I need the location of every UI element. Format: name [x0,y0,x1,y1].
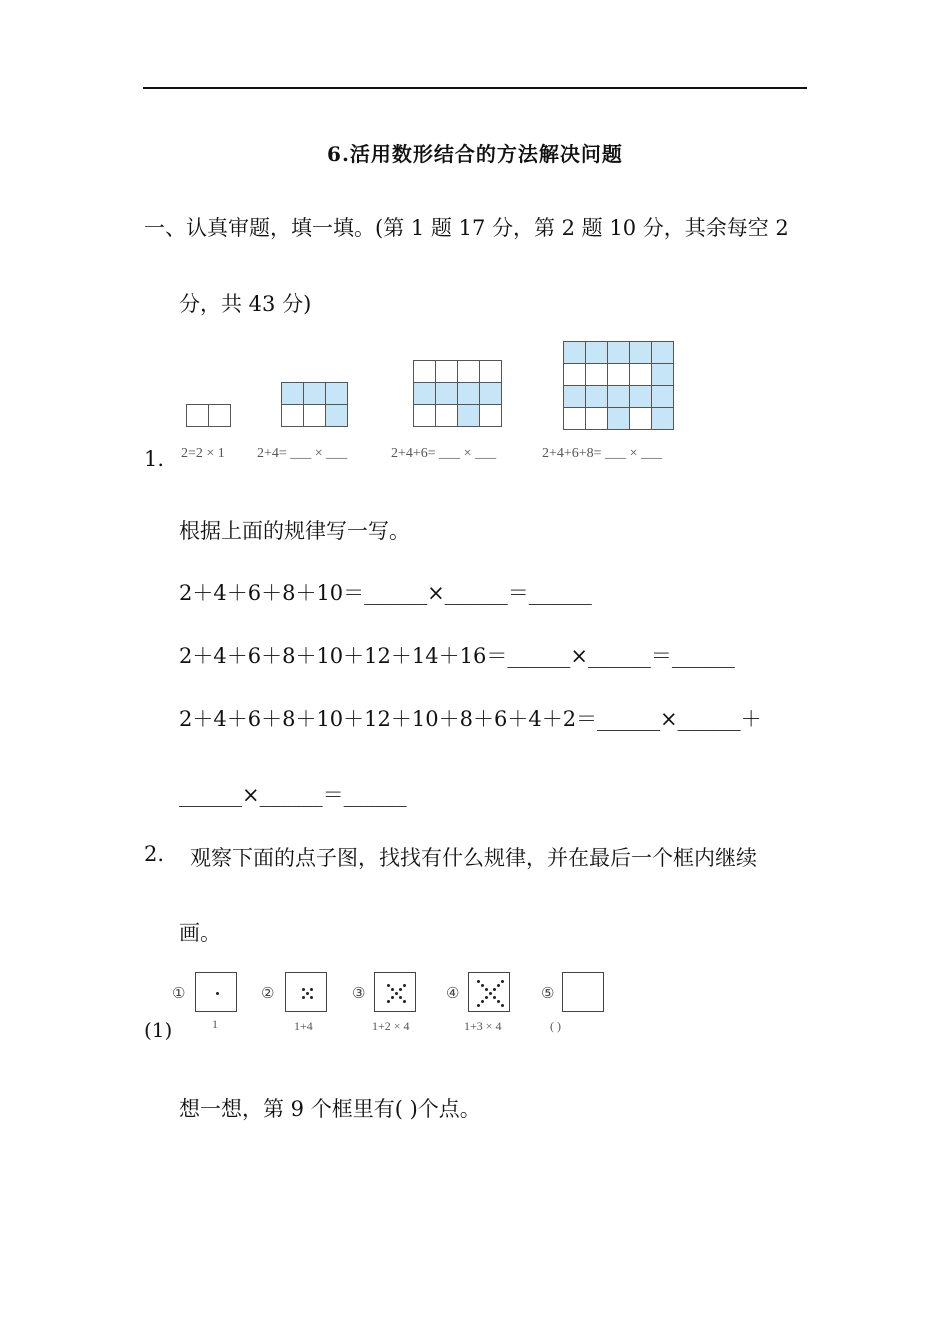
grid-cell [436,405,458,427]
grid-cell [586,342,608,364]
dot [310,996,313,999]
q2-number: 2. [144,842,165,866]
dot [493,996,496,999]
grid-cell [586,386,608,408]
grid-cell [608,408,630,430]
grid-cell [564,386,586,408]
dot [391,996,394,999]
q2-text-line1: 观察下面的点子图，找找有什么规律，并在最后一个框内继续 [190,846,757,870]
dot [310,988,313,991]
grid-cell [326,383,348,405]
dot [485,996,488,999]
dot [403,984,406,987]
grid-cell [586,364,608,386]
figure-label-3: 2+4+6= ___ × ___ [391,446,497,461]
grid-figure-1 [186,404,231,427]
caption-5: ( ) [550,1019,561,1033]
grid-cell [209,405,231,427]
dot [302,996,305,999]
equation-3-line1: 2＋4＋6＋8＋10＋12＋10＋8＋6＋4＋2＝______×______＋ [179,707,762,731]
circled-number-2: ② [261,984,275,1002]
grid-cell [630,386,652,408]
caption-1: 1 [212,1017,218,1031]
grid-cell [586,408,608,430]
grid-cell [282,383,304,405]
dot [485,988,488,991]
caption-2: 1+4 [294,1019,313,1033]
grid-cell [436,383,458,405]
figure-label-1: 2=2 × 1 [181,446,225,461]
dot [395,992,398,995]
grid-cell [304,405,326,427]
grid-cell [436,361,458,383]
dot [302,988,305,991]
grid-cell [652,364,674,386]
dot [493,988,496,991]
dot-box-1 [195,972,237,1012]
dot [497,1000,500,1003]
grid-cell [652,408,674,430]
grid-figure-2 [281,382,348,427]
grid-cell [652,386,674,408]
grid-cell [326,405,348,427]
dot [387,984,390,987]
dot [403,1000,406,1003]
caption-3: 1+2 × 4 [372,1019,410,1033]
dot [477,1004,480,1007]
grid-cell [458,405,480,427]
dot [387,1000,390,1003]
circled-number-1: ① [172,984,186,1002]
dot-box-4 [468,972,510,1012]
grid-cell [458,383,480,405]
grid-cell [564,408,586,430]
grid-cell [652,342,674,364]
equation-2: 2＋4＋6＋8＋10＋12＋14＋16＝______×______＝______ [179,644,735,668]
grid-cell [608,386,630,408]
equation-1: 2＋4＋6＋8＋10＝______×______＝______ [179,581,592,605]
dot [481,1000,484,1003]
dot [477,980,480,983]
grid-cell [414,383,436,405]
q2-question: 想一想，第 9 个框里有( )个点。 [179,1097,481,1121]
grid-cell [414,405,436,427]
caption-4: 1+3 × 4 [464,1019,502,1033]
grid-cell [608,342,630,364]
q2-text-line2: 画。 [179,921,221,945]
grid-cell [458,361,480,383]
grid-figure-3 [413,360,502,427]
grid-cell [480,405,502,427]
section-heading-line2: 分，共 43 分) [179,292,312,316]
grid-cell [187,405,209,427]
grid-cell [480,361,502,383]
dot [306,992,309,995]
circled-number-5: ⑤ [541,984,555,1002]
q1-instruction: 根据上面的规律写一写。 [179,519,410,543]
grid-cell [564,364,586,386]
q2-sub-number: (1) [144,1018,173,1042]
q1-number: 1. [144,447,165,471]
grid-cell [304,383,326,405]
grid-cell [480,383,502,405]
dot [399,988,402,991]
grid-cell [630,408,652,430]
equation-3-line2: ______×______＝______ [179,783,407,807]
page-title: 6.活用数形结合的方法解决问题 [327,142,623,166]
dot [216,992,219,995]
top-rule [143,87,807,89]
circled-number-3: ③ [352,984,366,1002]
dot-box-5-empty[interactable] [562,972,604,1012]
dot [501,980,504,983]
grid-cell [630,342,652,364]
dot-box-2 [285,972,327,1012]
figure-label-4: 2+4+6+8= ___ × ___ [542,446,662,461]
dot [399,996,402,999]
dot [481,984,484,987]
grid-figure-4 [563,341,674,430]
grid-cell [608,364,630,386]
dot [489,992,492,995]
dot [497,984,500,987]
grid-cell [630,364,652,386]
figure-label-2: 2+4= ___ × ___ [257,446,348,461]
dot [391,988,394,991]
grid-cell [564,342,586,364]
section-heading-line1: 一、认真审题，填一填。(第 1 题 17 分，第 2 题 10 分，其余每空 2 [144,216,789,240]
grid-cell [282,405,304,427]
dot [501,1004,504,1007]
circled-number-4: ④ [446,984,460,1002]
grid-cell [414,361,436,383]
dot-box-3 [374,972,416,1012]
